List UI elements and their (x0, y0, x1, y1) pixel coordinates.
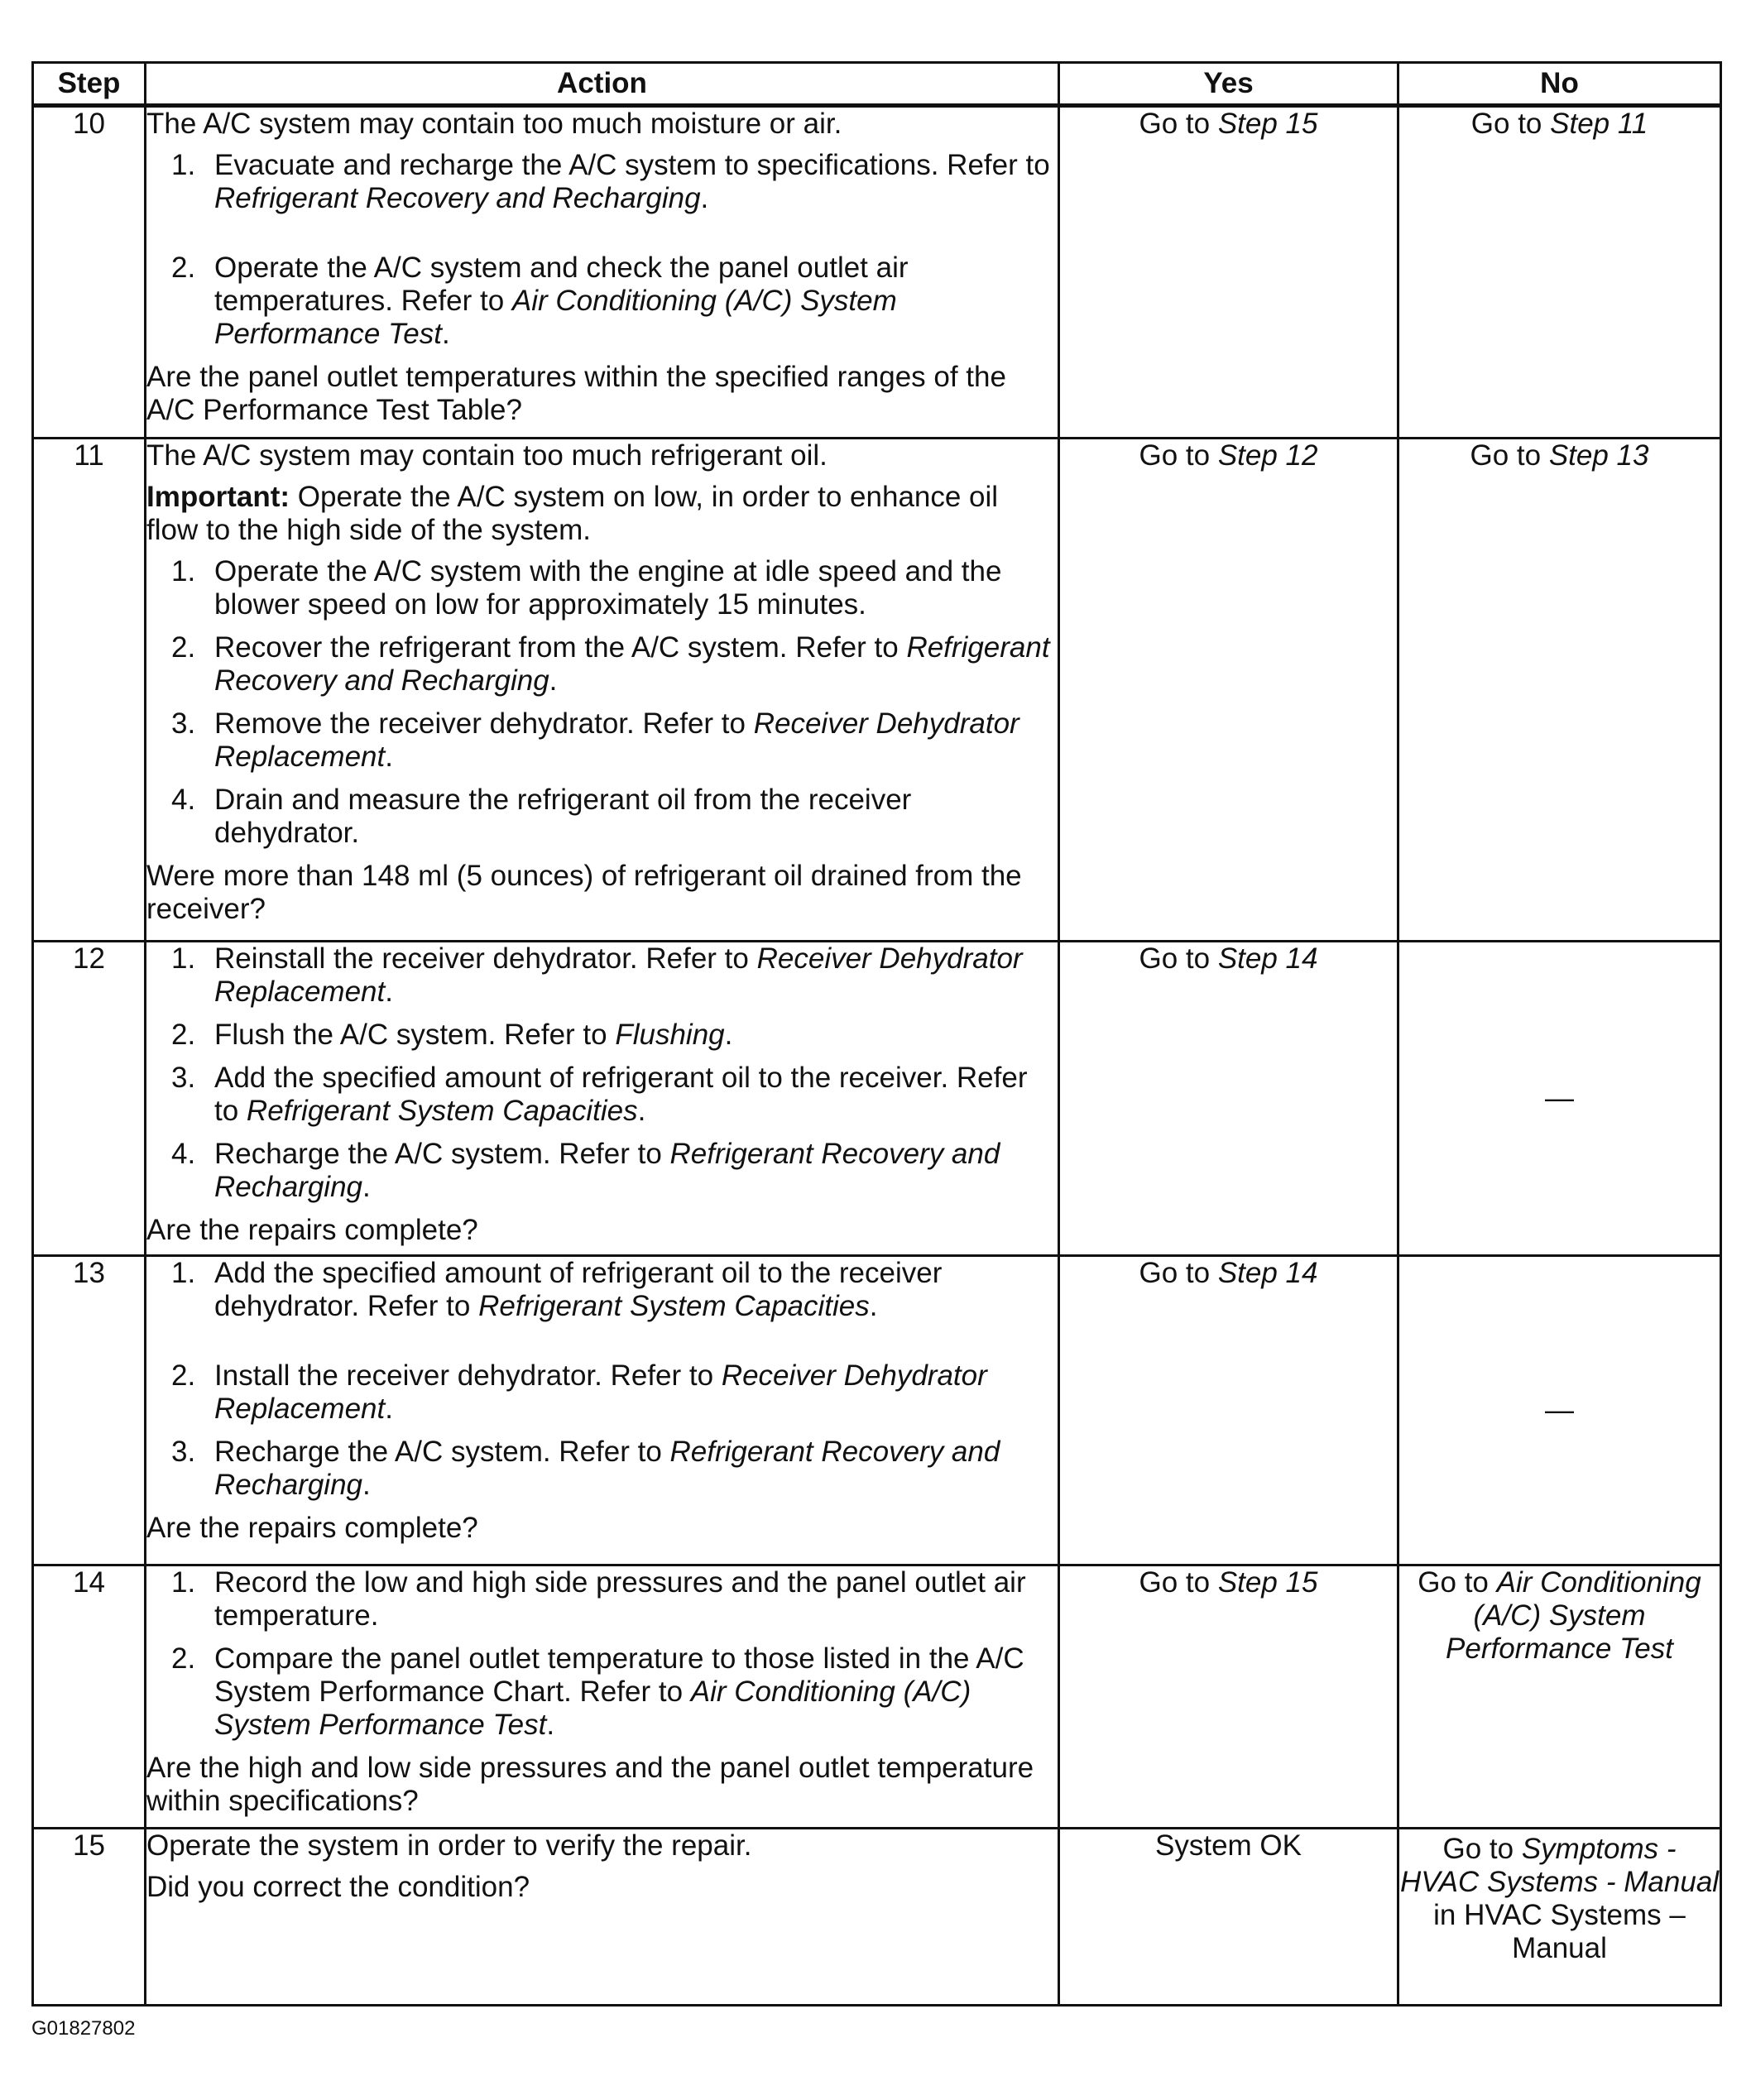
goto-step: Step 11 (1550, 108, 1648, 140)
important-note: Important: Operate the A/C system on low, in order to enhance oil flow to the high side of the system. (146, 481, 999, 546)
manual-reference: in HVAC Systems – Manual (1433, 1899, 1686, 1964)
reference-link: Receiver Dehydrator Replacement (214, 707, 1019, 773)
action-cell (146, 106, 1059, 439)
table-row (33, 1829, 1721, 2006)
list-item: 1. Operate the A/C system with the engine at idle speed and the blower speed on low for approximately 15 minutes. (171, 555, 1002, 621)
action-question: Were more than 148 ml (5 ounces) of refrigerant oil drained from the receiver? (146, 860, 1022, 925)
list-item: 4. Recharge the A/C system. Refer to Refrigerant Recovery and Recharging. (171, 1138, 1000, 1203)
step-number: 13 (33, 1256, 146, 1565)
list-item: 2. Operate the A/C system and check the panel outlet air temperatures. Refer to Air Conditioning (A/C) System Performance Test. (171, 252, 909, 350)
step-number: 12 (33, 942, 146, 1256)
table-row (33, 1565, 1721, 1829)
figure-code: G01827802 (31, 2017, 136, 2040)
table-row (33, 1256, 1721, 1565)
action-intro: The A/C system may contain too much moisture or air. (146, 108, 842, 140)
header-yes: Yes (1059, 63, 1398, 106)
list-item: 2. Compare the panel outlet temperature to those listed in the A/C System Performance Chart. Refer to Air Conditioning (A/C) System Performance Test. (171, 1642, 1024, 1741)
list-item: 3. Remove the receiver dehydrator. Refer to Receiver Dehydrator Replacement. (171, 707, 1019, 773)
reference-link: Refrigerant Recovery and Recharging (214, 631, 1050, 697)
reference-link: Receiver Dehydrator Replacement (214, 1359, 987, 1425)
step-number: 11 (33, 439, 146, 942)
procedure-list (146, 1566, 1058, 1742)
reference-link: Air Conditioning (A/C) System Performance Test (214, 1676, 971, 1741)
reference-link: Refrigerant Recovery and Recharging (214, 182, 701, 214)
no-cell: Go to Step 13 (1398, 439, 1721, 942)
no-cell: — (1398, 1256, 1721, 1565)
action-question: Are the panel outlet temperatures within the specified ranges of the A/C Performance Test Table? (146, 361, 1006, 426)
action-question: Are the repairs complete? (146, 1214, 478, 1246)
reference-link: Refrigerant System Capacities (478, 1290, 870, 1322)
list-item: 4. Drain and measure the refrigerant oil from the receiver dehydrator. (171, 784, 912, 849)
list-item: 1. Record the low and high side pressures and the panel outlet air temperature. (171, 1566, 1026, 1632)
action-intro: The A/C system may contain too much refrigerant oil. (146, 439, 828, 472)
goto-step: Step 15 (1217, 1566, 1318, 1599)
diagnostic-table (31, 61, 1722, 2007)
reference-link: Air Conditioning (A/C) System Performance Test (214, 285, 897, 350)
reference-link: Refrigerant System Capacities (246, 1095, 638, 1127)
yes-cell: Go to Step 14 (1059, 1256, 1398, 1565)
action-cell (146, 1256, 1059, 1565)
procedure-list (146, 149, 1058, 351)
header-no: No (1398, 63, 1721, 106)
goto-reference: Symptoms - HVAC Systems - Manual (1399, 1833, 1720, 1898)
action-question: Did you correct the condition? (146, 1871, 530, 1903)
header-action: Action (146, 63, 1059, 106)
no-cell: — (1398, 942, 1721, 1256)
goto-step: Step 12 (1217, 439, 1318, 472)
goto-step: Step 14 (1217, 942, 1318, 975)
yes-cell: Go to Step 15 (1059, 1565, 1398, 1829)
table-row (33, 942, 1721, 1256)
reference-link: Flushing (615, 1019, 725, 1051)
list-item: 2. Recover the refrigerant from the A/C system. Refer to Refrigerant Recovery and Recharging. (171, 631, 1050, 697)
no-cell: Go to Air Conditioning (A/C) System Performance Test (1398, 1565, 1721, 1829)
goto-reference: Air Conditioning (A/C) System Performance Test (1446, 1566, 1701, 1665)
action-intro: Operate the system in order to verify the repair. (146, 1829, 752, 1862)
goto-step: Step 14 (1217, 1257, 1318, 1289)
step-number: 10 (33, 106, 146, 439)
procedure-list (146, 555, 1058, 850)
action-cell (146, 439, 1059, 942)
list-item: 1. Reinstall the receiver dehydrator. Refer to Receiver Dehydrator Replacement. (171, 942, 1023, 1008)
list-item: 2. Flush the A/C system. Refer to Flushing. (171, 1019, 733, 1051)
yes-cell: Go to Step 12 (1059, 439, 1398, 942)
action-question: Are the high and low side pressures and the panel outlet temperature within specifications? (146, 1752, 1034, 1817)
step-number: 14 (33, 1565, 146, 1829)
no-cell: Go to Symptoms - HVAC Systems - Manual in HVAC Systems – Manual (1398, 1829, 1721, 2006)
goto-step: Step 13 (1548, 439, 1649, 472)
list-item: 3. Recharge the A/C system. Refer to Refrigerant Recovery and Recharging. (171, 1436, 1000, 1501)
list-item: 1. Add the specified amount of refrigerant oil to the receiver dehydrator. Refer to Refrigerant System Capacities. (171, 1257, 943, 1322)
header-step: Step (33, 63, 146, 106)
goto-step: Step 15 (1217, 108, 1318, 140)
list-item: 2. Install the receiver dehydrator. Refer to Receiver Dehydrator Replacement. (171, 1359, 987, 1425)
reference-link: Refrigerant Recovery and Recharging (214, 1436, 1000, 1501)
procedure-list (146, 1257, 1058, 1502)
action-question: Are the repairs complete? (146, 1512, 478, 1544)
yes-cell: System OK (1059, 1829, 1398, 2006)
procedure-list (146, 942, 1058, 1204)
table-row (33, 439, 1721, 942)
no-cell: Go to Step 11 (1398, 106, 1721, 439)
action-cell (146, 1829, 1059, 2006)
step-number: 15 (33, 1829, 146, 2006)
list-item: 3. Add the specified amount of refrigerant oil to the receiver. Refer to Refrigerant System Capacities. (171, 1062, 1028, 1127)
header-row (33, 63, 1721, 106)
reference-link: Refrigerant Recovery and Recharging (214, 1138, 1000, 1203)
yes-cell: Go to Step 14 (1059, 942, 1398, 1256)
action-cell (146, 942, 1059, 1256)
table-row (33, 106, 1721, 439)
reference-link: Receiver Dehydrator Replacement (214, 942, 1023, 1008)
action-cell (146, 1565, 1059, 1829)
list-item: 1. Evacuate and recharge the A/C system to specifications. Refer to Refrigerant Recovery and Recharging. (171, 149, 1050, 214)
yes-cell: Go to Step 15 (1059, 106, 1398, 439)
